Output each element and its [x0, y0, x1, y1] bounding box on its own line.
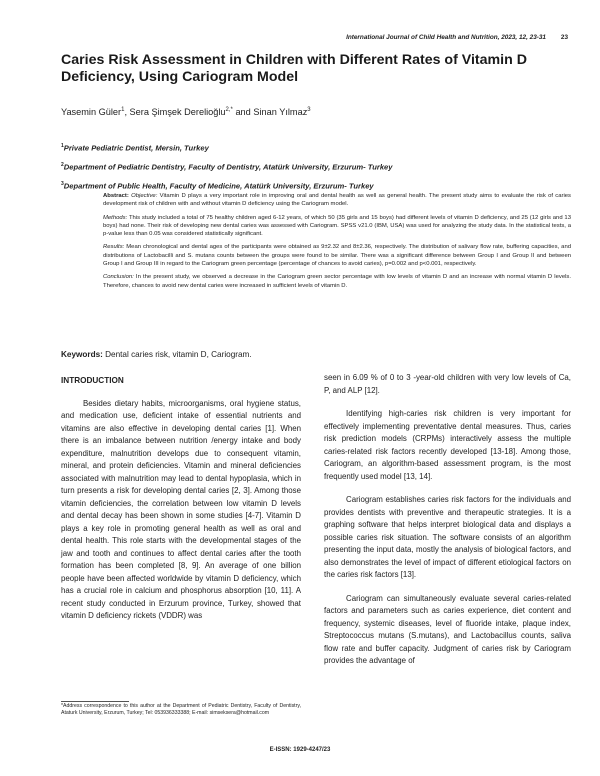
affiliation-mark: 2	[61, 162, 64, 169]
abstract-text: This study included a total of 75 healthy children aged 6-12 years, of which 50 (35 girls and 15 boys) had different levels of vitamin D deficiency, and 25 (12 girls and 13 boys) had none. Their risk of developing new dental caries was assessed with Cariogram. SPSS v21.0 (IBM, USA) was used for analyzing the study data. In the statistical tests, a p-value less than 0.05 was considered statistically significant.	[103, 214, 571, 238]
affiliation-item	[61, 157, 571, 176]
author-affil-mark: 2,*	[225, 107, 233, 113]
body-column-left	[61, 375, 301, 634]
correspondence-footnote: *Address correspondence to this author at the Department of Pediatric Dentistry, Faculty of Dentistry, Ataturk University, Erzurum, Turkey; Tel: 053936333388; E-mail: simseksera@hotmail.com	[61, 703, 301, 716]
author-name: and Sinan Yılmaz	[232, 107, 308, 118]
page-number: 23	[560, 34, 568, 41]
abstract-label: Abstract:	[103, 193, 129, 199]
abstract-objective	[103, 192, 571, 209]
affiliations	[61, 138, 571, 195]
body-paragraph: seen in 6.09 % of 0 to 3 -year-old children with very low levels of Ca, P, and ALP [12].	[324, 373, 571, 395]
body-column-right	[324, 372, 571, 679]
keywords-label: Keywords:	[61, 350, 103, 359]
abstract-text: Vitamin D plays a very important role in improving oral and dental health as well as general health. The present study aims to evaluate the risk of caries development risk of children with and without vitamin D deficiency using the Cariogram model.	[103, 193, 571, 208]
footnote-divider	[61, 701, 129, 702]
page-footer-issn: E-ISSN: 1929-4247/23	[269, 747, 331, 753]
author-list	[61, 107, 571, 117]
abstract-section-label: Results:	[103, 244, 125, 251]
abstract-conclusion	[103, 273, 571, 290]
abstract-methods	[103, 214, 571, 239]
affiliation-item	[61, 138, 571, 157]
running-head	[60, 34, 568, 41]
paper-title: Caries Risk Assessment in Children with Different Rates of Vitamin D Deficiency, Using Cariogram Model	[61, 52, 527, 85]
abstract-text: In the present study, we observed a decrease in the Cariogram green sector percentage with low levels of vitamin D and an increase with normal vitamin D levels. Therefore, chances to avoid new dental caries were increased in sufficient levels of vitamin D.	[103, 274, 571, 289]
author-name: Yasemin Güler	[61, 107, 122, 118]
abstract-section-label: Methods:	[103, 214, 128, 221]
affiliation-text: Department of Pediatric Dentistry, Faculty of Dentistry, Atatürk University, Erzurum- Turkey	[63, 162, 393, 172]
author-affil-mark: 1	[121, 107, 125, 113]
journal-citation: International Journal of Child Health and Nutrition, 2023, 12, 23-31	[346, 34, 546, 41]
body-paragraph: Cariogram can simultaneously evaluate several caries-related factors and parameters such as caries experience, diet content and frequency, systemic diseases, level of fluoride intake, plaque index, Streptococcus mutans (S.mutans), and Lactobacillus counts, saliva flow rate and buffer capacity. Judgment of caries risk by Cariogram provides the advantage of	[324, 593, 571, 665]
author-affil-mark: 3	[307, 107, 311, 113]
abstract-section-label: Objective:	[131, 193, 158, 199]
affiliation-mark: 3	[61, 181, 64, 188]
author-name: , Sera Şimşek Derelioğlu	[124, 107, 226, 118]
abstract-section-label: Conclusion:	[103, 274, 134, 281]
body-paragraph: Identifying high-caries risk children is very important for effectively implementing preventative dental measures. Thus, caries risk prediction models (CRPMs) interactively assess the multiple caries-related risk factors recently developed [13-18]. Among those, Cariogram, an algorithm-based assessment program, is the most frequently used model [13, 14].	[324, 409, 571, 481]
keywords-text: Dental caries risk, vitamin D, Cariogram.	[102, 350, 252, 359]
abstract-text: Mean chronological and dental ages of the participants were obtained as 9±2.32 and 8±2.36, respectively. The distribution of salivary flow rate, buffering capacities, and distributions of Lactobacilli and S. mutans counts between the groups were found to be similar. There was a significant difference between Group I and Group II and between Group I and Group III in regard to the Cariogram green percentage (percentage of chances to avoid caries), p=0.002 and p<0.001, respectively.	[103, 244, 571, 268]
affiliation-mark: 1	[61, 143, 64, 149]
keywords	[61, 350, 571, 359]
body-paragraph: Besides dietary habits, microorganisms, oral hygiene status, and medication use, deficient intake of essential nutrients and vitamins are also effective in developing dental caries [1]. When there is an imbalance between nutrition /energy intake and body expenditure, malnutrition develops due to consequent vitamin, mineral, and protein deficiencies. Vitamin and mineral deficiencies associated with malnutrition may lead to dental hypoplasia, which in turn presents a risk for developing dental caries [2, 3]. Among those vitamin deficiencies, the correlation between low vitamin D levels and dental decay has been shown in some studies [4-7]. Vitamin D plays a key role in promoting general health as well as oral and dental health. This role starts with the developmental stages of the jaw and tooth and continues to affect dental caries after the tooth formation has been completed [8, 9]. An average of one billion people have been affected worldwide by vitamin D deficiency, which has a crucial role in calcium and phosphorus absorption [10, 11]. A recent study conducted in Erzurum province, Turkey, showed that vitamin D deficiency rickets (VDDR) was	[61, 398, 301, 620]
section-heading: INTRODUCTION	[61, 376, 124, 385]
affiliation-text: Department of Public Health, Faculty of Medicine, Atatürk University, Erzurum- Turkey	[63, 181, 374, 191]
abstract-results	[103, 243, 571, 268]
affiliation-text: Private Pediatric Dentist, Mersin, Turkey	[63, 143, 209, 153]
body-paragraph: Cariogram establishes caries risk factors for the individuals and provides dentists with preventive and therapeutic strategies. It is a graphing software that helps interpret biological data and displays a possible caries risk situation. The software consists of an algorithm presenting the input data, mostly the analysis of biological factors, and also demonstrates the level of impact of different etiological factors on the caries risk factors [13].	[324, 495, 571, 579]
abstract	[103, 192, 571, 295]
